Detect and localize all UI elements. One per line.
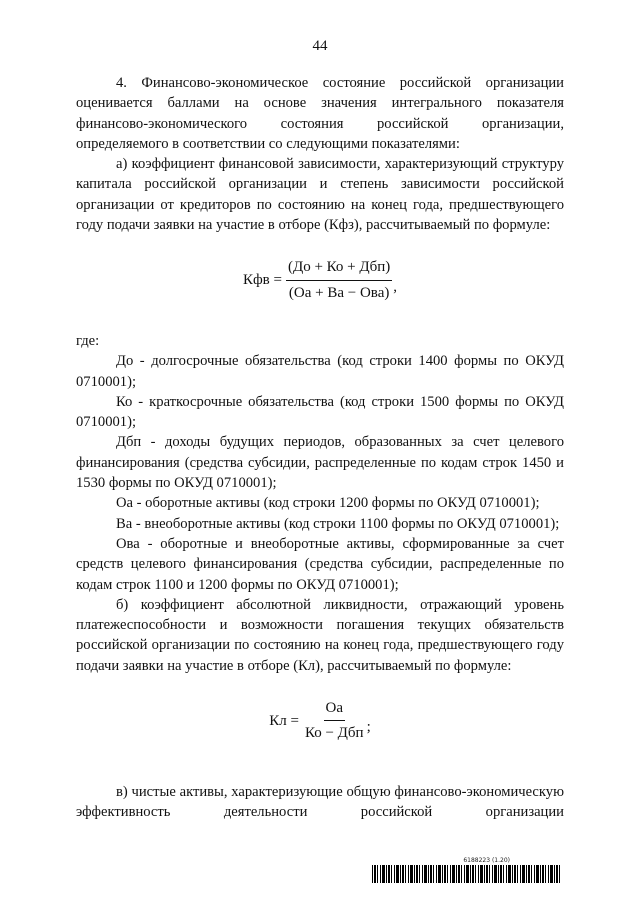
formula-lhs: Кл = bbox=[269, 712, 299, 729]
formula-numerator: Оа bbox=[324, 698, 346, 721]
where-label: где: bbox=[76, 332, 100, 349]
definition-ova: Ова - оборотные и внеоборотные активы, сформированные за счет средств целевого финансирования (средства субсидии, распределенные по кодам строк 1100 и 1200 формы по ОКУД 0710001); bbox=[76, 535, 564, 593]
document-body bbox=[76, 73, 564, 822]
paragraph-v: в) чистые активы, характеризующие общую финансово-экономическую эффективность деятельности российской организации bbox=[76, 783, 564, 820]
formula-denominator: (Оа + Ва − Ова) bbox=[288, 284, 390, 301]
formula-punctuation: , bbox=[393, 278, 398, 295]
page-number: 44 bbox=[312, 38, 328, 54]
barcode-label: 6188223 (1.20) bbox=[463, 857, 510, 864]
fraction bbox=[286, 257, 392, 303]
definition-va: Ва - внеоборотные активы (код строки 1100 формы по ОКУД 0710001); bbox=[116, 515, 560, 532]
formula-numerator: (До + Ко + Дбп) bbox=[286, 257, 392, 280]
definition-do: До - долгосрочные обязательства (код строки 1400 формы по ОКУД 0710001); bbox=[76, 353, 564, 390]
formula-punctuation: ; bbox=[366, 719, 371, 736]
paragraph-4: 4. Финансово-экономическое состояние российской организации оценивается баллами на основе значения интегрального показателя финансово-экономического состояния российской организации, определяемого в соответствии со следующими показателями: bbox=[76, 75, 564, 152]
paragraph-a: а) коэффициент финансовой зависимости, характеризующий структуру капитала российской организации и степень зависимости российской организации от кредиторов по состоянию на конец года, предшествующего году подачи заявки на участие в отборе (Кфз), рассчитываемый по формуле: bbox=[76, 156, 564, 234]
formula-absolute-liquidity bbox=[76, 698, 564, 744]
barcode-icon bbox=[372, 865, 562, 883]
fraction bbox=[303, 698, 366, 744]
formula-financial-dependence bbox=[76, 257, 564, 303]
formula-denominator: Ко − Дбп bbox=[304, 725, 364, 742]
definition-ko: Ко - краткосрочные обязательства (код строки 1500 формы по ОКУД 0710001); bbox=[76, 393, 564, 431]
definition-dbp: Дбп - доходы будущих периодов, образованных за счет целевого финансирования (средства субсидии, распределенные по кодам строк 1450 и 1530 формы по ОКУД 0710001); bbox=[76, 434, 564, 492]
formula-lhs: Кфв = bbox=[242, 272, 282, 289]
definition-oa: Оа - оборотные активы (код строки 1200 формы по ОКУД 0710001); bbox=[116, 495, 540, 512]
paragraph-b: б) коэффициент абсолютной ликвидности, отражающий уровень платежеспособности и возможности погашения текущих обязательств российской организации по состоянию на конец года, предшествующего году подачи заявки на участие в отборе (Кл), рассчитываемый по формуле: bbox=[76, 596, 564, 674]
document-barcode bbox=[372, 857, 562, 883]
